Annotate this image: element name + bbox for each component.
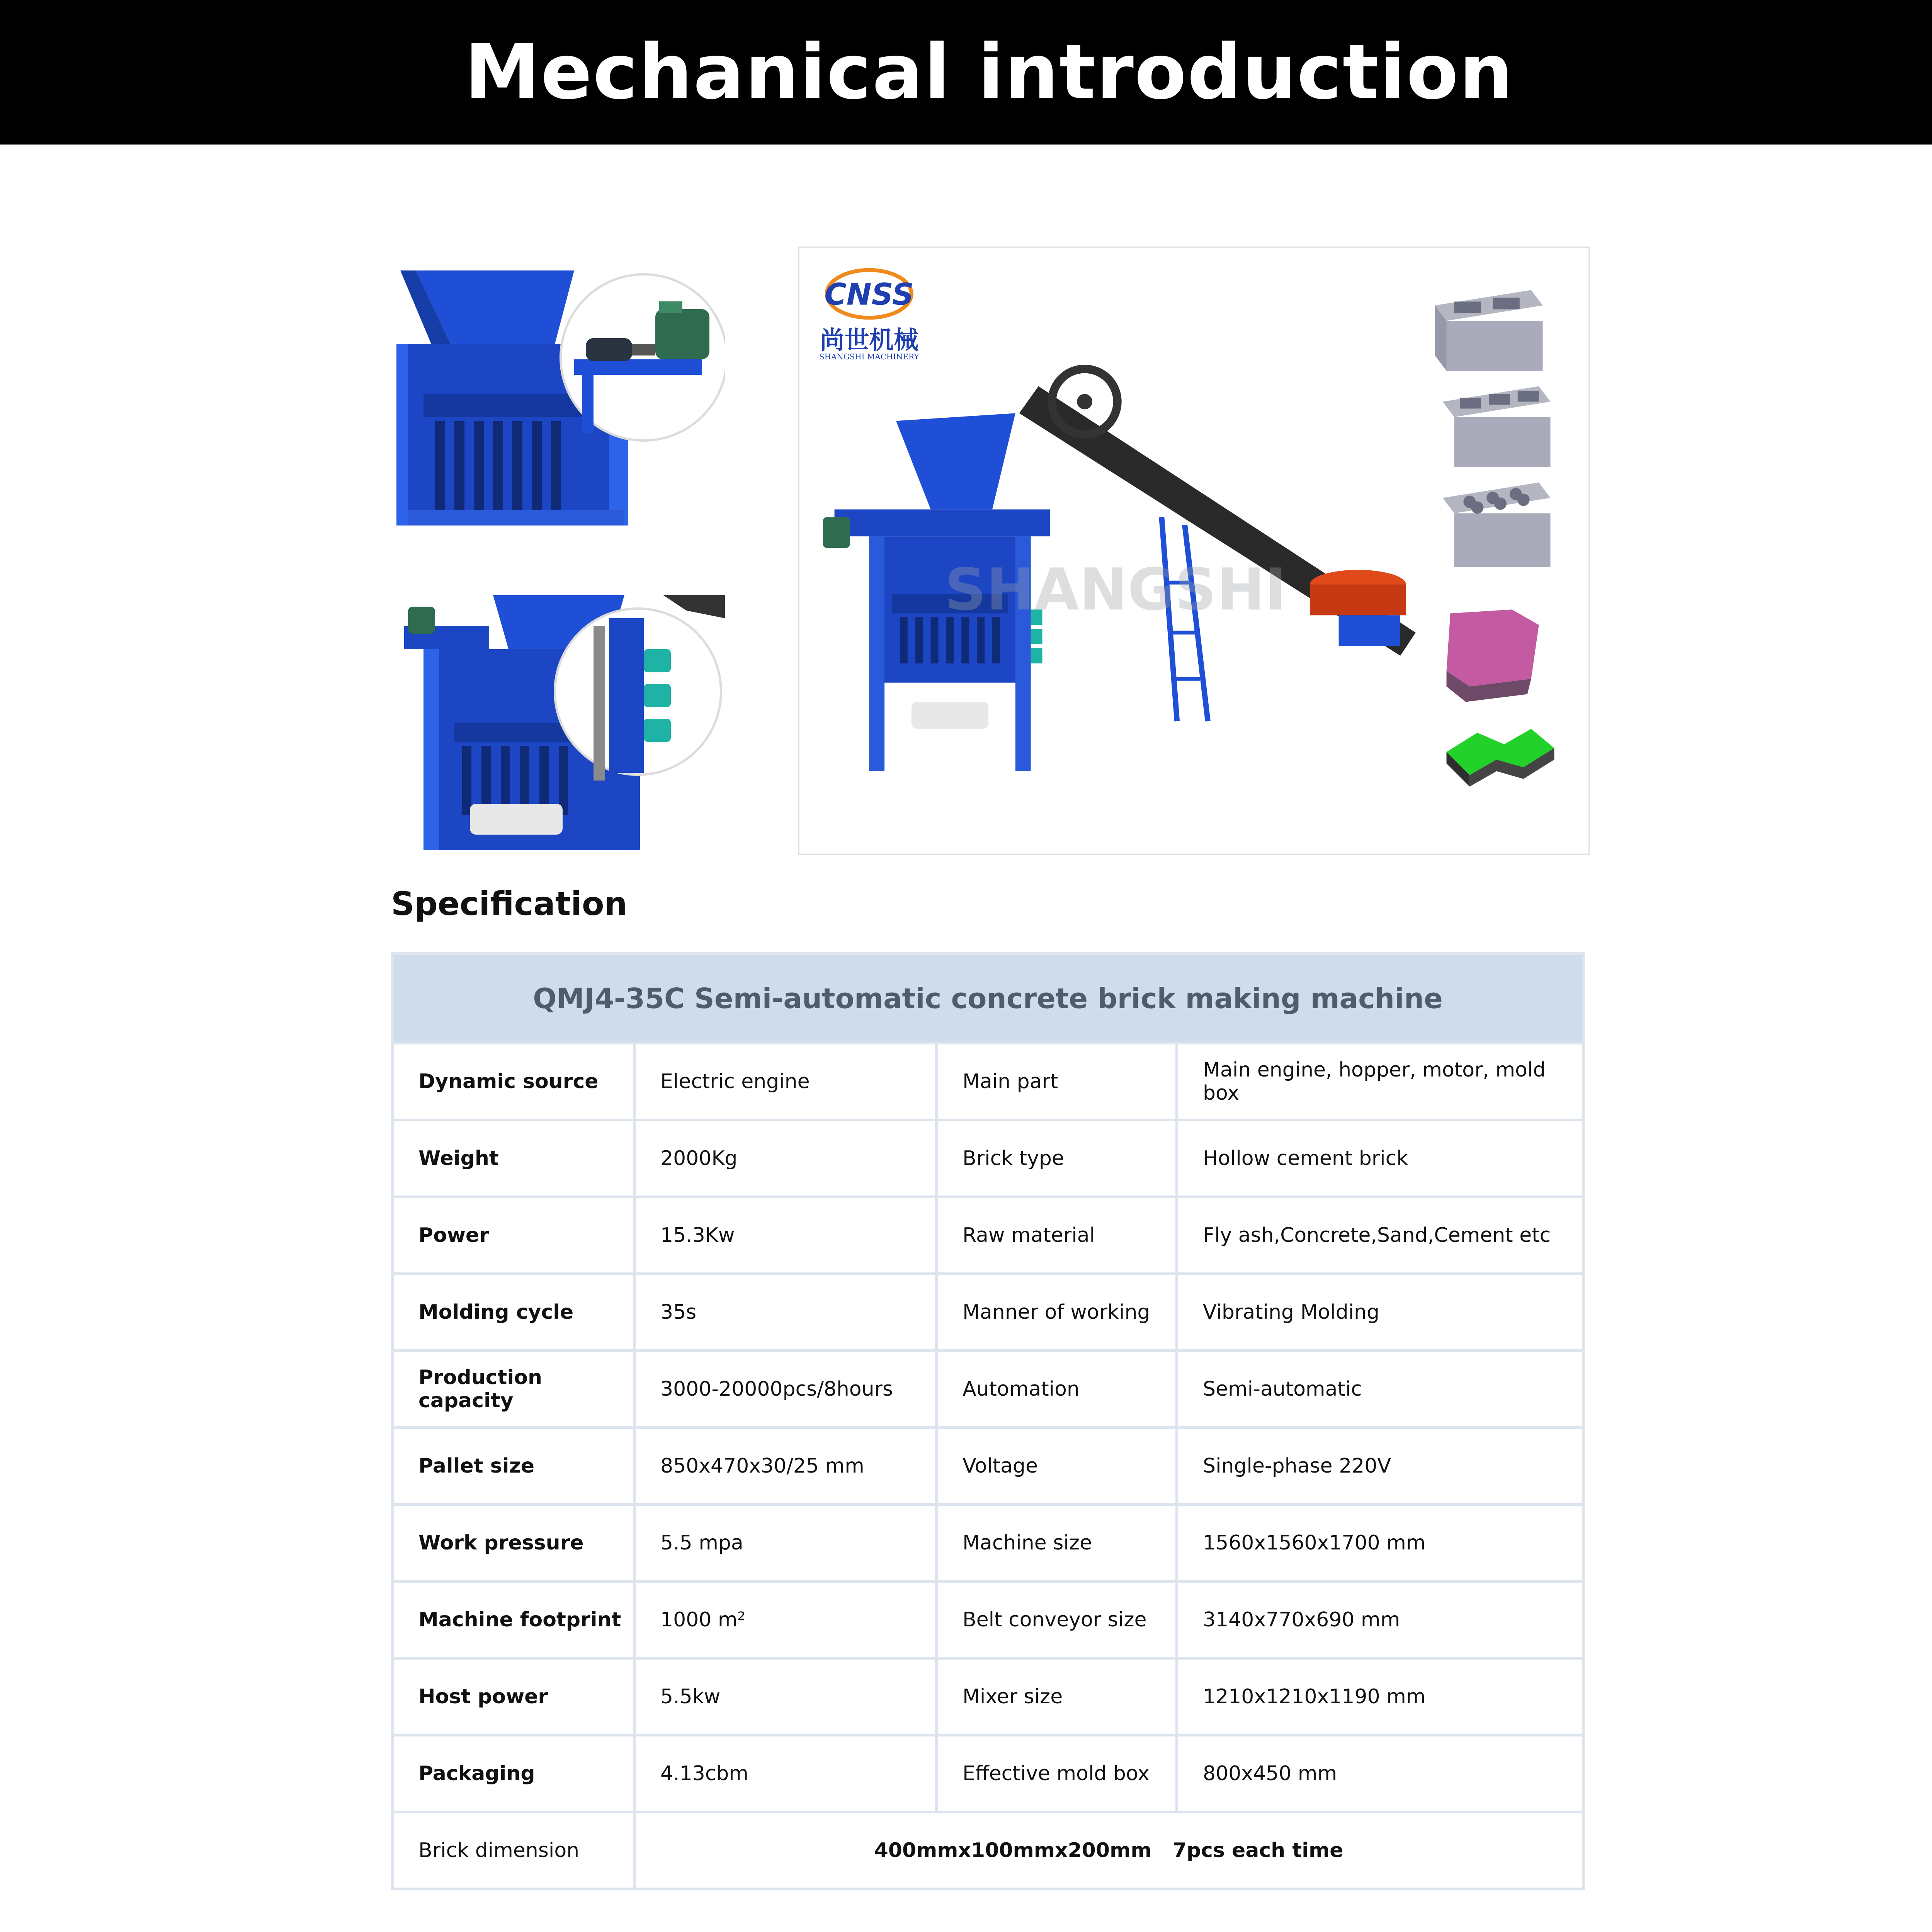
table-row	[393, 1274, 1583, 1351]
spec-key-cell: Voltage	[937, 1428, 1177, 1505]
table-row	[393, 1505, 1583, 1582]
watermark-text: SHANGSHI	[944, 556, 1286, 624]
spec-key-cell: Host power	[393, 1658, 634, 1735]
spec-value-cell: 5.5 mpa	[634, 1505, 937, 1582]
spec-value-cell: 800x450 mm	[1177, 1735, 1583, 1812]
spec-key-cell: Dynamic source	[393, 1043, 634, 1120]
logo-chinese-text: 尚世机械	[820, 326, 918, 355]
spec-value-cell: 850x470x30/25 mm	[634, 1428, 937, 1505]
spec-key-cell: Effective mold box	[937, 1735, 1177, 1812]
spec-key-cell: Automation	[937, 1351, 1177, 1428]
spec-value-cell: 3140x770x690 mm	[1177, 1582, 1583, 1658]
spec-key-cell: Brick dimension	[393, 1812, 634, 1889]
table-title: QMJ4-35C Semi-automatic concrete brick making machine	[393, 954, 1583, 1043]
specification-table	[391, 952, 1585, 1890]
spec-value-cell: Fly ash,Concrete,Sand,Cement etc	[1177, 1197, 1583, 1274]
table-row	[393, 1735, 1583, 1812]
spec-value-cell: Main engine, hopper, motor, mold box	[1177, 1043, 1583, 1120]
spec-key-cell: Molding cycle	[393, 1274, 634, 1351]
spec-key-cell: Manner of working	[937, 1274, 1177, 1351]
spec-key-cell: Pallet size	[393, 1428, 634, 1505]
spec-value-cell: 400mmx100mmx200mm 7pcs each time	[634, 1812, 1583, 1889]
spec-key-cell: Weight	[393, 1120, 634, 1197]
spec-value-cell: 1210x1210x1190 mm	[1177, 1658, 1583, 1735]
spec-key-cell: Mixer size	[937, 1658, 1177, 1735]
machine-with-conveyor-and-mixer-photo	[798, 247, 1590, 855]
spec-value-cell: Semi-automatic	[1177, 1351, 1583, 1428]
spec-key-cell: Production capacity	[393, 1351, 634, 1428]
table-row	[393, 1120, 1583, 1197]
header-banner	[0, 0, 1932, 145]
spec-key-cell: Brick type	[937, 1120, 1177, 1197]
page-title: Mechanical introduction	[464, 28, 1514, 116]
spec-key-cell: Machine footprint	[393, 1582, 634, 1658]
machine-gearbox-detail-photo	[393, 270, 725, 526]
table-row	[393, 1197, 1583, 1274]
table-row	[393, 1658, 1583, 1735]
table-title-row	[393, 954, 1583, 1043]
table-row	[393, 1428, 1583, 1505]
table-row	[393, 1812, 1583, 1889]
spec-value-cell: Vibrating Molding	[1177, 1274, 1583, 1351]
specification-heading: Specification	[391, 885, 628, 923]
spec-key-cell: Machine size	[937, 1505, 1177, 1582]
table-row	[393, 1043, 1583, 1120]
table-row	[393, 1582, 1583, 1658]
spec-value-cell: 2000Kg	[634, 1120, 937, 1197]
spec-value-cell: 4.13cbm	[634, 1735, 937, 1812]
machine-control-buttons-detail-photo	[393, 595, 725, 850]
spec-key-cell: Work pressure	[393, 1505, 634, 1582]
spec-key-cell: Belt conveyor size	[937, 1582, 1177, 1658]
spec-value-cell: Electric engine	[634, 1043, 937, 1120]
spec-value-cell: 15.3Kw	[634, 1197, 937, 1274]
spec-key-cell: Main part	[937, 1043, 1177, 1120]
logo-brand-text: CNSS	[824, 277, 914, 312]
spec-value-cell: 35s	[634, 1274, 937, 1351]
spec-key-cell: Raw material	[937, 1197, 1177, 1274]
spec-value-cell: 3000-20000pcs/8hours	[634, 1351, 937, 1428]
table-row	[393, 1351, 1583, 1428]
spec-value-cell: 1000 m²	[634, 1582, 937, 1658]
spec-value-cell: 5.5kw	[634, 1658, 937, 1735]
spec-value-cell: Single-phase 220V	[1177, 1428, 1583, 1505]
spec-key-cell: Power	[393, 1197, 634, 1274]
spec-key-cell: Packaging	[393, 1735, 634, 1812]
spec-value-cell: Hollow cement brick	[1177, 1120, 1583, 1197]
paver-brick-pink-icon	[1446, 609, 1539, 702]
logo-english-text: SHANGSHI MACHINERY	[819, 352, 919, 361]
spec-value-cell: 1560x1560x1700 mm	[1177, 1505, 1583, 1582]
